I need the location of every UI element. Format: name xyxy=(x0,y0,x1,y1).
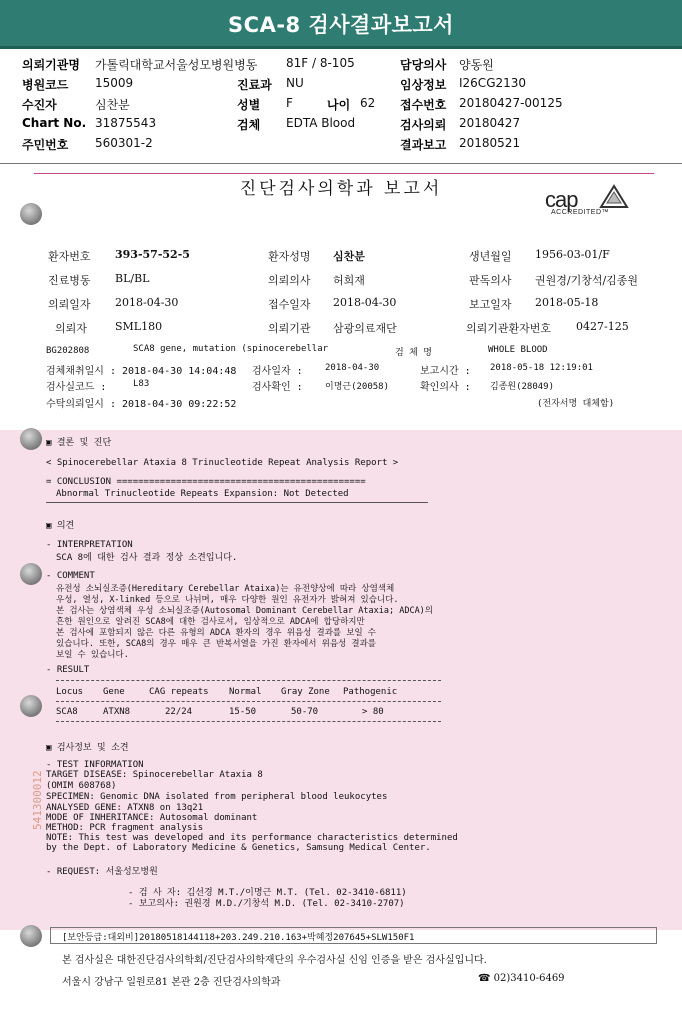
label-requesting-institution: 의뢰기관명 xyxy=(22,58,80,72)
testinfo-line: ANALYSED GENE: ATXN8 on 13q21 xyxy=(46,803,204,813)
testinfo-line: TARGET DISEASE: Spinocerebellar Ataxia 8 xyxy=(46,770,263,780)
label-sex: 성별 xyxy=(237,98,261,112)
result-cell-grayzone: 50-70 xyxy=(291,707,319,717)
reporter-line: - 보고의사: 권원경 M.D./기창석 M.D. (Tel. 02-3410-2707) xyxy=(128,899,405,909)
test-date: 2018-04-30 xyxy=(325,363,380,373)
cap-logo-icon xyxy=(597,183,631,211)
value-request-date: 20180427 xyxy=(459,116,521,130)
page-title: SCA-8 검사결과보고서 xyxy=(228,13,454,37)
result-cell-locus: SCA8 xyxy=(56,707,78,717)
info-req-doctor: 허희재 xyxy=(333,274,365,287)
label-chart-no: Chart No. xyxy=(22,116,87,130)
value-clinical-info: I26CG2130 xyxy=(459,76,527,90)
info-inst-patient-no: 0427-125 xyxy=(576,320,629,333)
info-requester: SML180 xyxy=(115,320,163,333)
punch-hole xyxy=(20,428,42,450)
tester-line: - 검 사 자: 김선경 M.T./이명근 M.T. (Tel. 02-3410-6811) xyxy=(128,888,407,898)
conclusion-rule xyxy=(46,502,428,503)
interpretation-heading: - INTERPRETATION xyxy=(46,540,133,550)
result-col-normal: Normal xyxy=(229,687,262,697)
info-reading-doctor: 권원경/기창석/김종원 xyxy=(535,274,639,287)
info-receipt-date: 2018-04-30 xyxy=(333,296,397,309)
info-label-req-date: 의뢰일자 xyxy=(48,298,91,311)
info-label-req-doctor: 의뢰의사 xyxy=(268,274,311,287)
lab-code-label: 검사실코드 : xyxy=(46,382,107,393)
result-cell-gene: ATXN8 xyxy=(103,707,131,717)
conclusion-text: Abnormal Trinucleotide Repeats Expansion: Not Detected xyxy=(56,489,349,499)
header-info xyxy=(0,52,682,162)
cap-logo-subtitle: ACCREDITED™ xyxy=(551,209,610,216)
result-col-locus: Locus xyxy=(56,687,84,697)
info-label-receipt-date: 접수일자 xyxy=(268,298,311,311)
comment-line: 본 검사에 포함되지 않은 다른 유형의 ADCA 환자의 경우 위음성 결과를 보일 수 xyxy=(56,628,377,638)
label-request-date: 검사의뢰 xyxy=(400,118,447,132)
header-divider xyxy=(0,163,682,164)
confirm-doctor: 김종원(28049) xyxy=(490,382,555,392)
info-label-birth: 생년월일 xyxy=(469,250,512,263)
testinfo-line: NOTE: This test was developed and its performance characteristics determined xyxy=(46,833,458,843)
info-label-patient-no: 환자번호 xyxy=(48,250,91,263)
result-col-grayzone: Gray Zone xyxy=(281,687,330,697)
value-ward: 81F / 8-105 xyxy=(286,56,355,70)
testinfo-line: by the Dept. of Laboratory Medicine & Genetics, Samsung Medical Center. xyxy=(46,843,431,853)
interpretation-text: SCA 8에 대한 검사 결과 정상 소견입니다. xyxy=(56,553,238,563)
info-patient-name: 심찬분 xyxy=(333,250,365,263)
specimen-label: 검 체 명 xyxy=(395,348,432,358)
report-time: 2018-05-18 12:19:01 xyxy=(490,363,593,373)
cap-logo-word: cap xyxy=(545,187,578,212)
label-department: 진료과 xyxy=(237,78,272,92)
lab-address: 서울시 강남구 일원로81 본관 2층 진단검사의학과 xyxy=(62,977,281,988)
info-label-reading-doctor: 판독의사 xyxy=(469,274,512,287)
testinfo-line: METHOD: PCR fragment analysis xyxy=(46,823,204,833)
cap-accredited-logo xyxy=(545,181,635,217)
certification-text: 본 검사실은 대한진단검사의학회/진단검사의학재단의 우수검사실 신임 인증을 받은 검사실입니다. xyxy=(62,955,487,966)
testinfo-line: (OMIM 608768) xyxy=(46,781,117,791)
testinfo-line: MODE OF INHERITANCE: Autosomal dominant xyxy=(46,813,258,823)
result-rule-top xyxy=(56,680,441,681)
value-doctor: 양동원 xyxy=(459,58,494,72)
report-time-label: 보고시간 : xyxy=(420,366,471,377)
label-doctor: 담당의사 xyxy=(400,58,447,72)
info-label-institution: 의뢰기관 xyxy=(268,322,311,335)
test-confirm-label: 검사확인 : xyxy=(252,382,303,393)
report-name: < Spinocerebellar Ataxia 8 Trinucleotide Repeat Analysis Report > xyxy=(46,458,399,468)
label-patient: 수진자 xyxy=(22,98,57,112)
label-resident-no: 주민번호 xyxy=(22,138,69,152)
info-report-date: 2018-05-18 xyxy=(535,296,599,309)
test-name: SCA8 gene, mutation (spinocerebellar xyxy=(133,344,329,354)
info-label-inst-patient-no: 의뢰기관환자번호 xyxy=(466,322,552,335)
e-signature-note: (전자서명 대체함) xyxy=(537,399,615,409)
section-opinion-heading: ▣ 의견 xyxy=(46,521,75,531)
title-bar xyxy=(0,0,682,49)
label-hospital-code: 병원코드 xyxy=(22,78,69,92)
collection-datetime: 검체채취일시 : 2018-04-30 14:04:48 xyxy=(46,366,237,377)
test-confirm: 이명근(20058) xyxy=(325,382,390,392)
testinfo-line: SPECIMEN: Genomic DNA isolated from peripheral blood leukocytes xyxy=(46,792,388,802)
lab-code: L83 xyxy=(133,379,150,389)
conclusion-heading: = CONCLUSION ============================================== xyxy=(46,477,366,487)
info-label-report-date: 보고일자 xyxy=(469,298,512,311)
result-heading: - RESULT xyxy=(46,665,90,675)
comment-line: 우성, 열성, X-linked 등으로 나뉘며, 매우 다양한 원인 유전자가 밝혀져 있습니다. xyxy=(56,595,399,605)
result-col-cag: CAG repeats xyxy=(149,687,209,697)
value-receipt-no: 20180427-00125 xyxy=(459,96,563,110)
value-specimen: EDTA Blood xyxy=(286,116,356,130)
report-title: 진단검사의학과 보고서 xyxy=(239,179,443,199)
comment-line: 흔한 원인으로 알려진 SCA8에 대한 검사로서, 임상적으로 ADCA에 합당하지만 xyxy=(56,617,365,627)
comment-heading: - COMMENT xyxy=(46,571,95,581)
value-patient: 심찬분 xyxy=(95,98,130,112)
value-hospital-code: 15009 xyxy=(95,76,134,90)
info-label-ward: 진료병동 xyxy=(48,274,91,287)
comment-line: 유전성 소뇌실조증(Hereditary Cerebellar Ataixa)는 유전양상에 따라 상염색체 xyxy=(56,584,395,594)
info-ward: BL/BL xyxy=(115,272,150,285)
security-line: [보안등급:대외비]20180518144118+203.249.210.163+박혜정207645+SLW150F1 xyxy=(62,933,415,943)
info-label-patient-name: 환자성명 xyxy=(268,250,311,263)
commission-datetime: 수탁의뢰일시 : 2018-04-30 09:22:52 xyxy=(46,399,237,410)
value-sex: F xyxy=(286,96,293,110)
test-code: BG202808 xyxy=(46,346,90,356)
punch-hole xyxy=(20,925,42,947)
label-report-date: 결과보고 xyxy=(400,138,447,152)
info-label-requester: 의뢰자 xyxy=(55,322,87,335)
confirm-doctor-label: 확인의사 : xyxy=(420,382,471,393)
label-receipt-no: 접수번호 xyxy=(400,98,447,112)
section-testinfo-heading: ▣ 검사정보 및 소견 xyxy=(46,743,129,753)
comment-line: 보일 수 있습니다. xyxy=(56,650,129,660)
section-conclusion-heading: ▣ 결론 및 진단 xyxy=(46,438,112,448)
value-requesting-institution: 가톨릭대학교서울성모병원병동 xyxy=(95,58,258,72)
value-age: 62 xyxy=(360,96,376,110)
value-report-date: 20180521 xyxy=(459,136,521,150)
result-cell-pathogenic: > 80 xyxy=(362,707,384,717)
info-birth: 1956-03-01/F xyxy=(535,248,610,261)
value-resident-no: 560301-2 xyxy=(95,136,153,150)
info-req-date: 2018-04-30 xyxy=(115,296,179,309)
test-date-label: 검사일자 : xyxy=(252,366,303,377)
punch-hole xyxy=(20,563,42,585)
punch-hole xyxy=(20,203,42,225)
label-specimen: 검체 xyxy=(237,118,261,132)
value-department: NU xyxy=(286,76,304,90)
lab-phone: ☎ 02)3410-6469 xyxy=(478,973,565,984)
result-rule-mid xyxy=(56,701,441,702)
info-institution: 삼광의료재단 xyxy=(333,322,397,335)
punch-hole xyxy=(20,695,42,717)
label-clinical-info: 임상정보 xyxy=(400,78,447,92)
testinfo-line: - TEST INFORMATION xyxy=(46,760,144,770)
result-cell-cag: 22/24 xyxy=(165,707,193,717)
label-age: 나이 xyxy=(327,98,351,112)
result-col-gene: Gene xyxy=(103,687,125,697)
comment-line: 본 검사는 상염색체 우성 소뇌실조증(Autosomal Dominant Cerebellar Ataxia; ADCA)의 xyxy=(56,606,434,616)
comment-line: 있습니다. 또한, SCA8의 경우 매우 큰 반복서열을 가진 환자에서 위음성 결과를 xyxy=(56,639,377,649)
value-chart-no: 31875543 xyxy=(95,116,157,130)
result-col-pathogenic: Pathogenic xyxy=(343,687,398,697)
request-line: - REQUEST: 서울성모병원 xyxy=(46,867,158,877)
vertical-stamp-number xyxy=(31,816,44,830)
result-rule-bottom xyxy=(56,721,441,722)
specimen-name: WHOLE BLOOD xyxy=(488,345,548,355)
result-cell-normal: 15-50 xyxy=(229,707,257,717)
info-patient-no: 393-57-52-5 xyxy=(115,248,190,261)
